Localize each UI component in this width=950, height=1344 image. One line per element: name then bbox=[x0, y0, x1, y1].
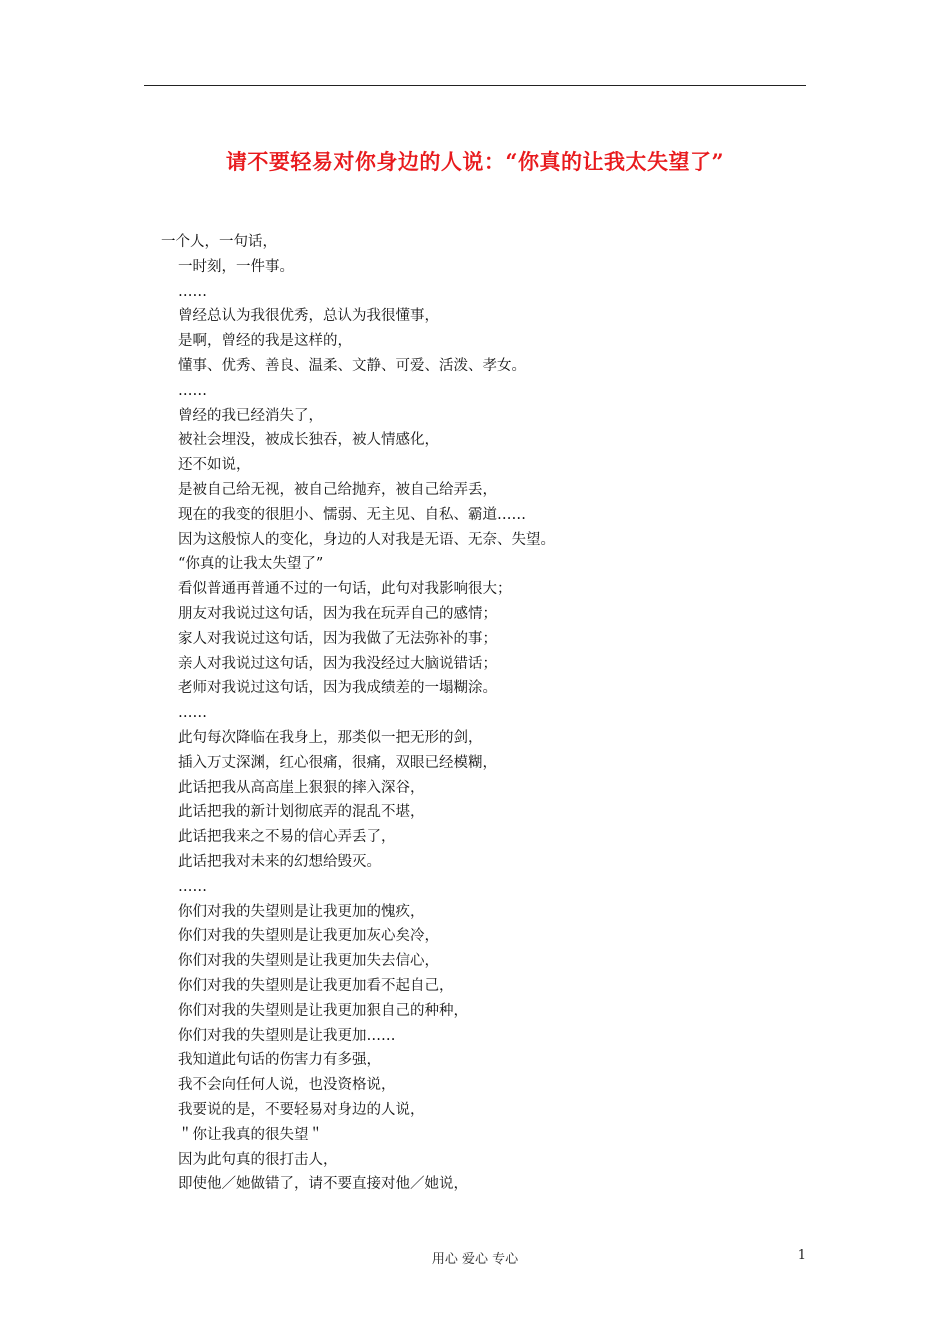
body-line: 老师对我说过这句话，因为我成绩差的一塌糊涂。 bbox=[178, 680, 497, 697]
body-line: …… bbox=[178, 705, 207, 722]
body-line: “你真的让我太失望了” bbox=[178, 556, 324, 573]
body-line: 是啊，曾经的我是这样的， bbox=[178, 333, 352, 350]
body-line: …… bbox=[178, 283, 207, 300]
body-line: 家人对我说过这句话，因为我做了无法弥补的事； bbox=[178, 630, 497, 647]
body-line: 一时刻，一件事。 bbox=[178, 258, 294, 275]
body-line: 你们对我的失望则是让我更加的愧疚， bbox=[178, 903, 425, 920]
body-line: 此话把我对未来的幻想给毁灭。 bbox=[178, 854, 381, 870]
body-line: 朋友对我说过这句话，因为我在玩弄自己的感情； bbox=[178, 606, 497, 622]
body-line: 你们对我的失望则是让我更加…… bbox=[178, 1027, 396, 1044]
footer-motto: 用心 爱心 专心 bbox=[431, 1252, 519, 1267]
body-line: 即使他／她做错了，请不要直接对他／她说， bbox=[178, 1176, 468, 1193]
body-line: 因为这般惊人的变化，身边的人对我是无语、无奈、失望。 bbox=[178, 531, 555, 548]
body-line: 一个人，一句话， bbox=[161, 234, 277, 250]
document-title: 请不要轻易对你身边的人说：“你真的让我太失望了” bbox=[225, 149, 725, 174]
header-rule bbox=[144, 85, 806, 86]
body-line: ＂你让我真的很失望＂ bbox=[178, 1126, 323, 1143]
body-line: 是被自己给无视，被自己给抛弃，被自己给弄丢， bbox=[178, 482, 497, 498]
body-line: 你们对我的失望则是让我更加灰心矣冷， bbox=[178, 928, 439, 945]
body-line: 看似普通再普通不过的一句话，此句对我影响很大； bbox=[178, 581, 512, 598]
body-line: 曾经总认为我很优秀，总认为我很懂事， bbox=[178, 308, 439, 325]
body-line: 你们对我的失望则是让我更加看不起自己， bbox=[178, 978, 454, 994]
body-line: 我知道此句话的伤害力有多强， bbox=[178, 1052, 381, 1069]
body-line: 现在的我变的很胆小、懦弱、无主见、自私、霸道…… bbox=[178, 506, 526, 523]
body-line: 还不如说， bbox=[178, 457, 251, 474]
body-line: 曾经的我已经消失了， bbox=[178, 407, 323, 424]
page-number: 1 bbox=[797, 1248, 806, 1263]
body-line: 此话把我从高高崖上狠狠的摔入深谷， bbox=[178, 779, 425, 796]
body-line: 懂事、优秀、善良、温柔、文静、可爱、活泼、孝女。 bbox=[178, 358, 526, 374]
body-line: 被社会埋没，被成长独吞，被人情感化， bbox=[178, 432, 439, 449]
body-line: 插入万丈深渊，红心很痛，很痛，双眼已经模糊， bbox=[178, 754, 497, 771]
body-line: 你们对我的失望则是让我更加失去信心， bbox=[178, 953, 439, 970]
body-line: …… bbox=[178, 382, 207, 399]
body-line: 此句每次降临在我身上，那类似一把无形的剑， bbox=[178, 730, 483, 746]
body-line: …… bbox=[178, 878, 207, 895]
body-line: 我不会向任何人说，也没资格说， bbox=[178, 1077, 396, 1094]
body-line: 我要说的是，不要轻易对身边的人说， bbox=[178, 1102, 425, 1118]
body-line: 此话把我来之不易的信心弄丢了， bbox=[178, 829, 396, 846]
body-line: 亲人对我说过这句话，因为我没经过大脑说错话； bbox=[178, 655, 497, 672]
body-line: 你们对我的失望则是让我更加狠自己的种种， bbox=[178, 1002, 468, 1019]
body-line: 因为此句真的很打击人， bbox=[178, 1151, 338, 1168]
body-line: 此话把我的新计划彻底弄的混乱不堪， bbox=[178, 804, 425, 821]
